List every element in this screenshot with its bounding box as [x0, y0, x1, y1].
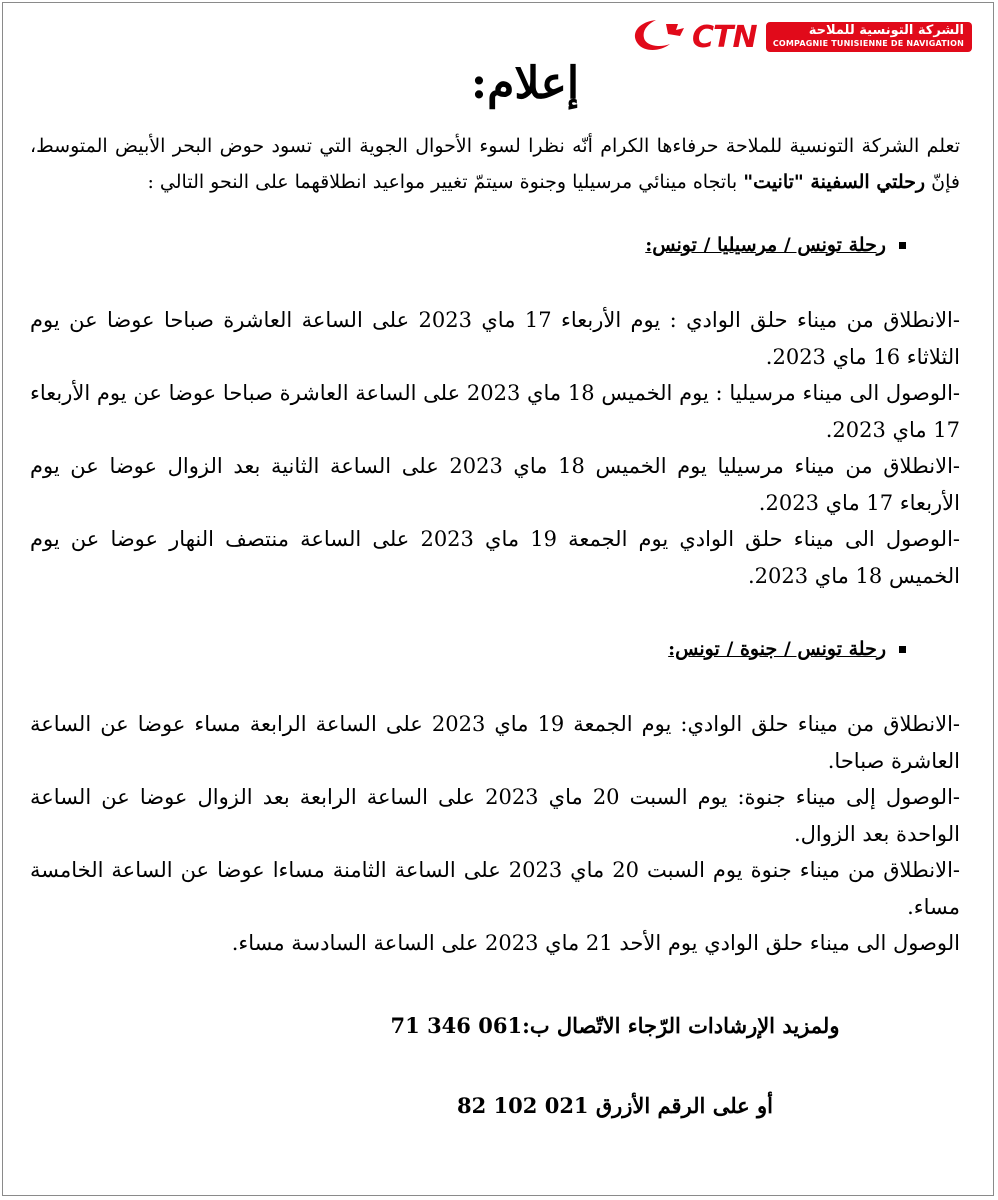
schedule-item: -الوصول الى ميناء حلق الوادي يوم الجمعة 19 ماي 2023 على الساعة منتصف النهار عوضا عن يوم الخميس 18 ماي 2023.: [30, 527, 960, 588]
contact-phone: ولمزيد الإرشادات الرّجاء الاتّصال ب:061 346 71: [390, 1012, 840, 1038]
contact-hotline: أو على الرقم الأزرق 021 102 82: [457, 1092, 773, 1118]
schedule-item: -الانطلاق من ميناء حلق الوادي: يوم الجمعة 19 ماي 2023 على الساعة الرابعة مساء عوضا عن الساعة العاشرة صباحا.: [30, 712, 961, 773]
schedule-item: -الوصول الى ميناء مرسيليا : يوم الخميس 18 ماي 2023 على الساعة العاشرة صباحا عوضا عن يوم الأربعاء 17 ماي 2023.: [30, 381, 961, 442]
bullet-icon: [899, 242, 906, 249]
intro-text-part2: باتجاه مينائي مرسيليا وجنوة سيتمّ تغيير مواعيد انطلاقهما على النحو التالي :: [147, 171, 744, 193]
intro-paragraph: [30, 128, 960, 200]
schedule-item: -الانطلاق من ميناء حلق الوادي : يوم الأربعاء 17 ماي 2023 على الساعة العاشرة صباحا عوضا عن يوم الثلاثاء 16 ماي 2023.: [30, 308, 960, 369]
section-heading-label: رحلة تونس / مرسيليا / تونس:: [645, 234, 886, 256]
section-heading-genoa: [30, 634, 960, 664]
schedule-item: -الوصول إلى ميناء جنوة: يوم السبت 20 ماي 2023 على الساعة الرابعة بعد الزوال عوضا عن الساعة الواحدة بعد الزوال.: [30, 785, 960, 846]
schedule-item: -الانطلاق من ميناء جنوة يوم السبت 20 ماي 2023 على الساعة الثامنة مساءا عوضا عن الساعة الخامسة مساء.: [30, 858, 960, 919]
logo-brand-text: CTN: [692, 20, 757, 55]
schedule-item: الوصول الى ميناء حلق الوادي يوم الأحد 21 ماي 2023 على الساعة السادسة مساء.: [231, 931, 960, 955]
schedule-item: -الانطلاق من ميناء مرسيليا يوم الخميس 18 ماي 2023 على الساعة الثانية بعد الزوال عوضا عن يوم الأربعاء 17 ماي 2023.: [30, 454, 960, 515]
marseille-schedule: [30, 302, 960, 594]
announcement-document: [30, 48, 960, 1126]
section-heading-label: رحلة تونس / جنوة / تونس:: [668, 638, 886, 660]
page-title: إعلام:: [470, 58, 580, 109]
section-heading-marseille: [30, 230, 960, 260]
intro-ship-name: رحلتي السفينة "تانيت": [743, 171, 926, 193]
logo-arabic-name: الشركة التونسية للملاحة: [808, 23, 964, 38]
intro-text-part1: تعلم الشركة التونسية للملاحة حرفاءها الكرام أنّه نظرا لسوء الأحوال الجوية التي تسود حوض البحر الأبيض المتوسط، فإنّ: [30, 135, 960, 193]
genoa-schedule: [30, 706, 960, 962]
logo-french-name: COMPAGNIE TUNISIENNE DE NAVIGATION: [772, 39, 964, 48]
bullet-icon: [899, 646, 906, 653]
